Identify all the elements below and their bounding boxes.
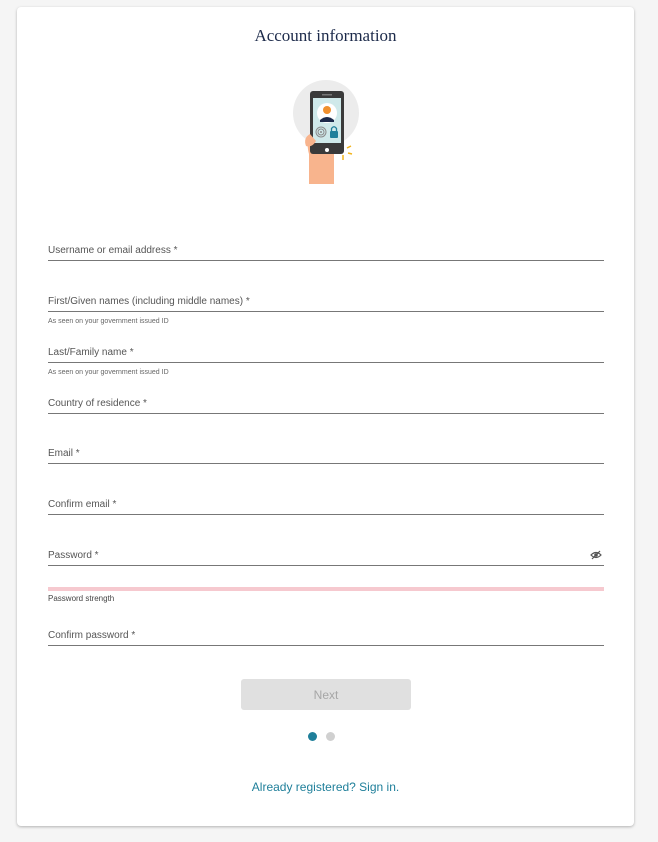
last-name-underline xyxy=(48,362,604,363)
password-strength-bar xyxy=(48,587,604,591)
confirm-email-underline xyxy=(48,514,604,515)
country-underline xyxy=(48,413,604,414)
last-name-label: Last/Family name * xyxy=(48,347,134,358)
confirm-password-underline xyxy=(48,645,604,646)
account-info-card xyxy=(17,7,634,826)
email-label: Email * xyxy=(48,448,80,459)
first-name-hint: As seen on your government issued ID xyxy=(48,318,169,325)
page-title: Account information xyxy=(254,26,397,45)
email-underline xyxy=(48,463,604,464)
first-name-label: First/Given names (including middle names) * xyxy=(48,296,250,307)
first-name-underline xyxy=(48,311,604,312)
confirm-email-label: Confirm email * xyxy=(48,499,117,510)
confirm-password-label: Confirm password * xyxy=(48,630,136,641)
step-dot-2 xyxy=(326,732,335,741)
phone-identity-verification-illustration xyxy=(290,74,362,186)
password-strength-label: Password strength xyxy=(48,594,115,603)
username-underline xyxy=(48,260,604,261)
step-dot-1 xyxy=(308,732,317,741)
password-label: Password * xyxy=(48,550,99,561)
password-underline xyxy=(48,565,604,566)
next-button[interactable]: Next xyxy=(241,679,411,710)
last-name-hint: As seen on your government issued ID xyxy=(48,369,169,376)
eye-off-icon[interactable] xyxy=(590,550,602,560)
username-label: Username or email address * xyxy=(48,245,178,256)
step-indicator xyxy=(308,732,335,741)
country-label: Country of residence * xyxy=(48,398,147,409)
sign-in-link[interactable]: Already registered? Sign in. xyxy=(251,780,400,794)
